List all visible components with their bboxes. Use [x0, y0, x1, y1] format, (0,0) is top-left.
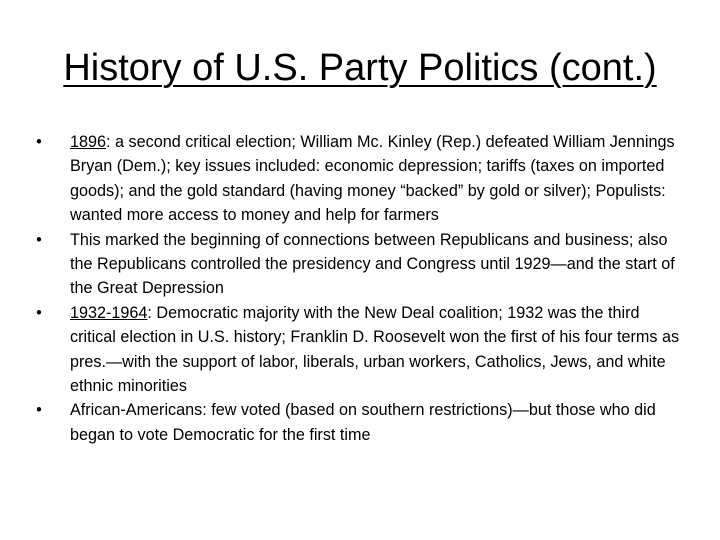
- bullet-date-label: 1932-1964: [70, 303, 148, 322]
- bullet-date-label: 1896: [70, 133, 107, 151]
- bullet-text: : Democratic majority with the New Deal coalition; 1932 was the third critical election in U.S. history; Franklin D. Roosevelt won the first of his four terms as pres.—with the support of labor, liberals, urban workers, Catholics, Jews, and white ethnic minorities: [70, 303, 680, 396]
- bullet-text: African-Americans: few voted (based on southern restrictions)—but those who did began to vote Democratic for the first time: [70, 401, 656, 444]
- bullet-icon: •: [36, 303, 42, 322]
- bullet-1896-election: [30, 130, 682, 228]
- bullet-icon: •: [36, 133, 42, 151]
- bullet-list: [30, 130, 682, 447]
- bullet-african-americans: [30, 398, 682, 447]
- bullet-republicans-business: [30, 228, 682, 301]
- bullet-text: : a second critical election; William Mc. Kinley (Rep.) defeated William Jennings Bryan (Dem.); key issues included: economic depression; tariffs (taxes on imported goods); and the gold standard (having money “backed” by gold or silver); Populists: wanted more access to money and help for farmers: [70, 133, 675, 225]
- bullet-icon: •: [36, 230, 42, 249]
- slide-title: History of U.S. Party Politics (cont.): [63, 47, 657, 89]
- bullet-text: This marked the beginning of connections between Republicans and business; also the Republicans controlled the presidency and Congress until 1929—and the start of the Great Depression: [70, 230, 675, 298]
- bullet-new-deal-era: [30, 301, 682, 399]
- bullet-icon: •: [36, 401, 42, 420]
